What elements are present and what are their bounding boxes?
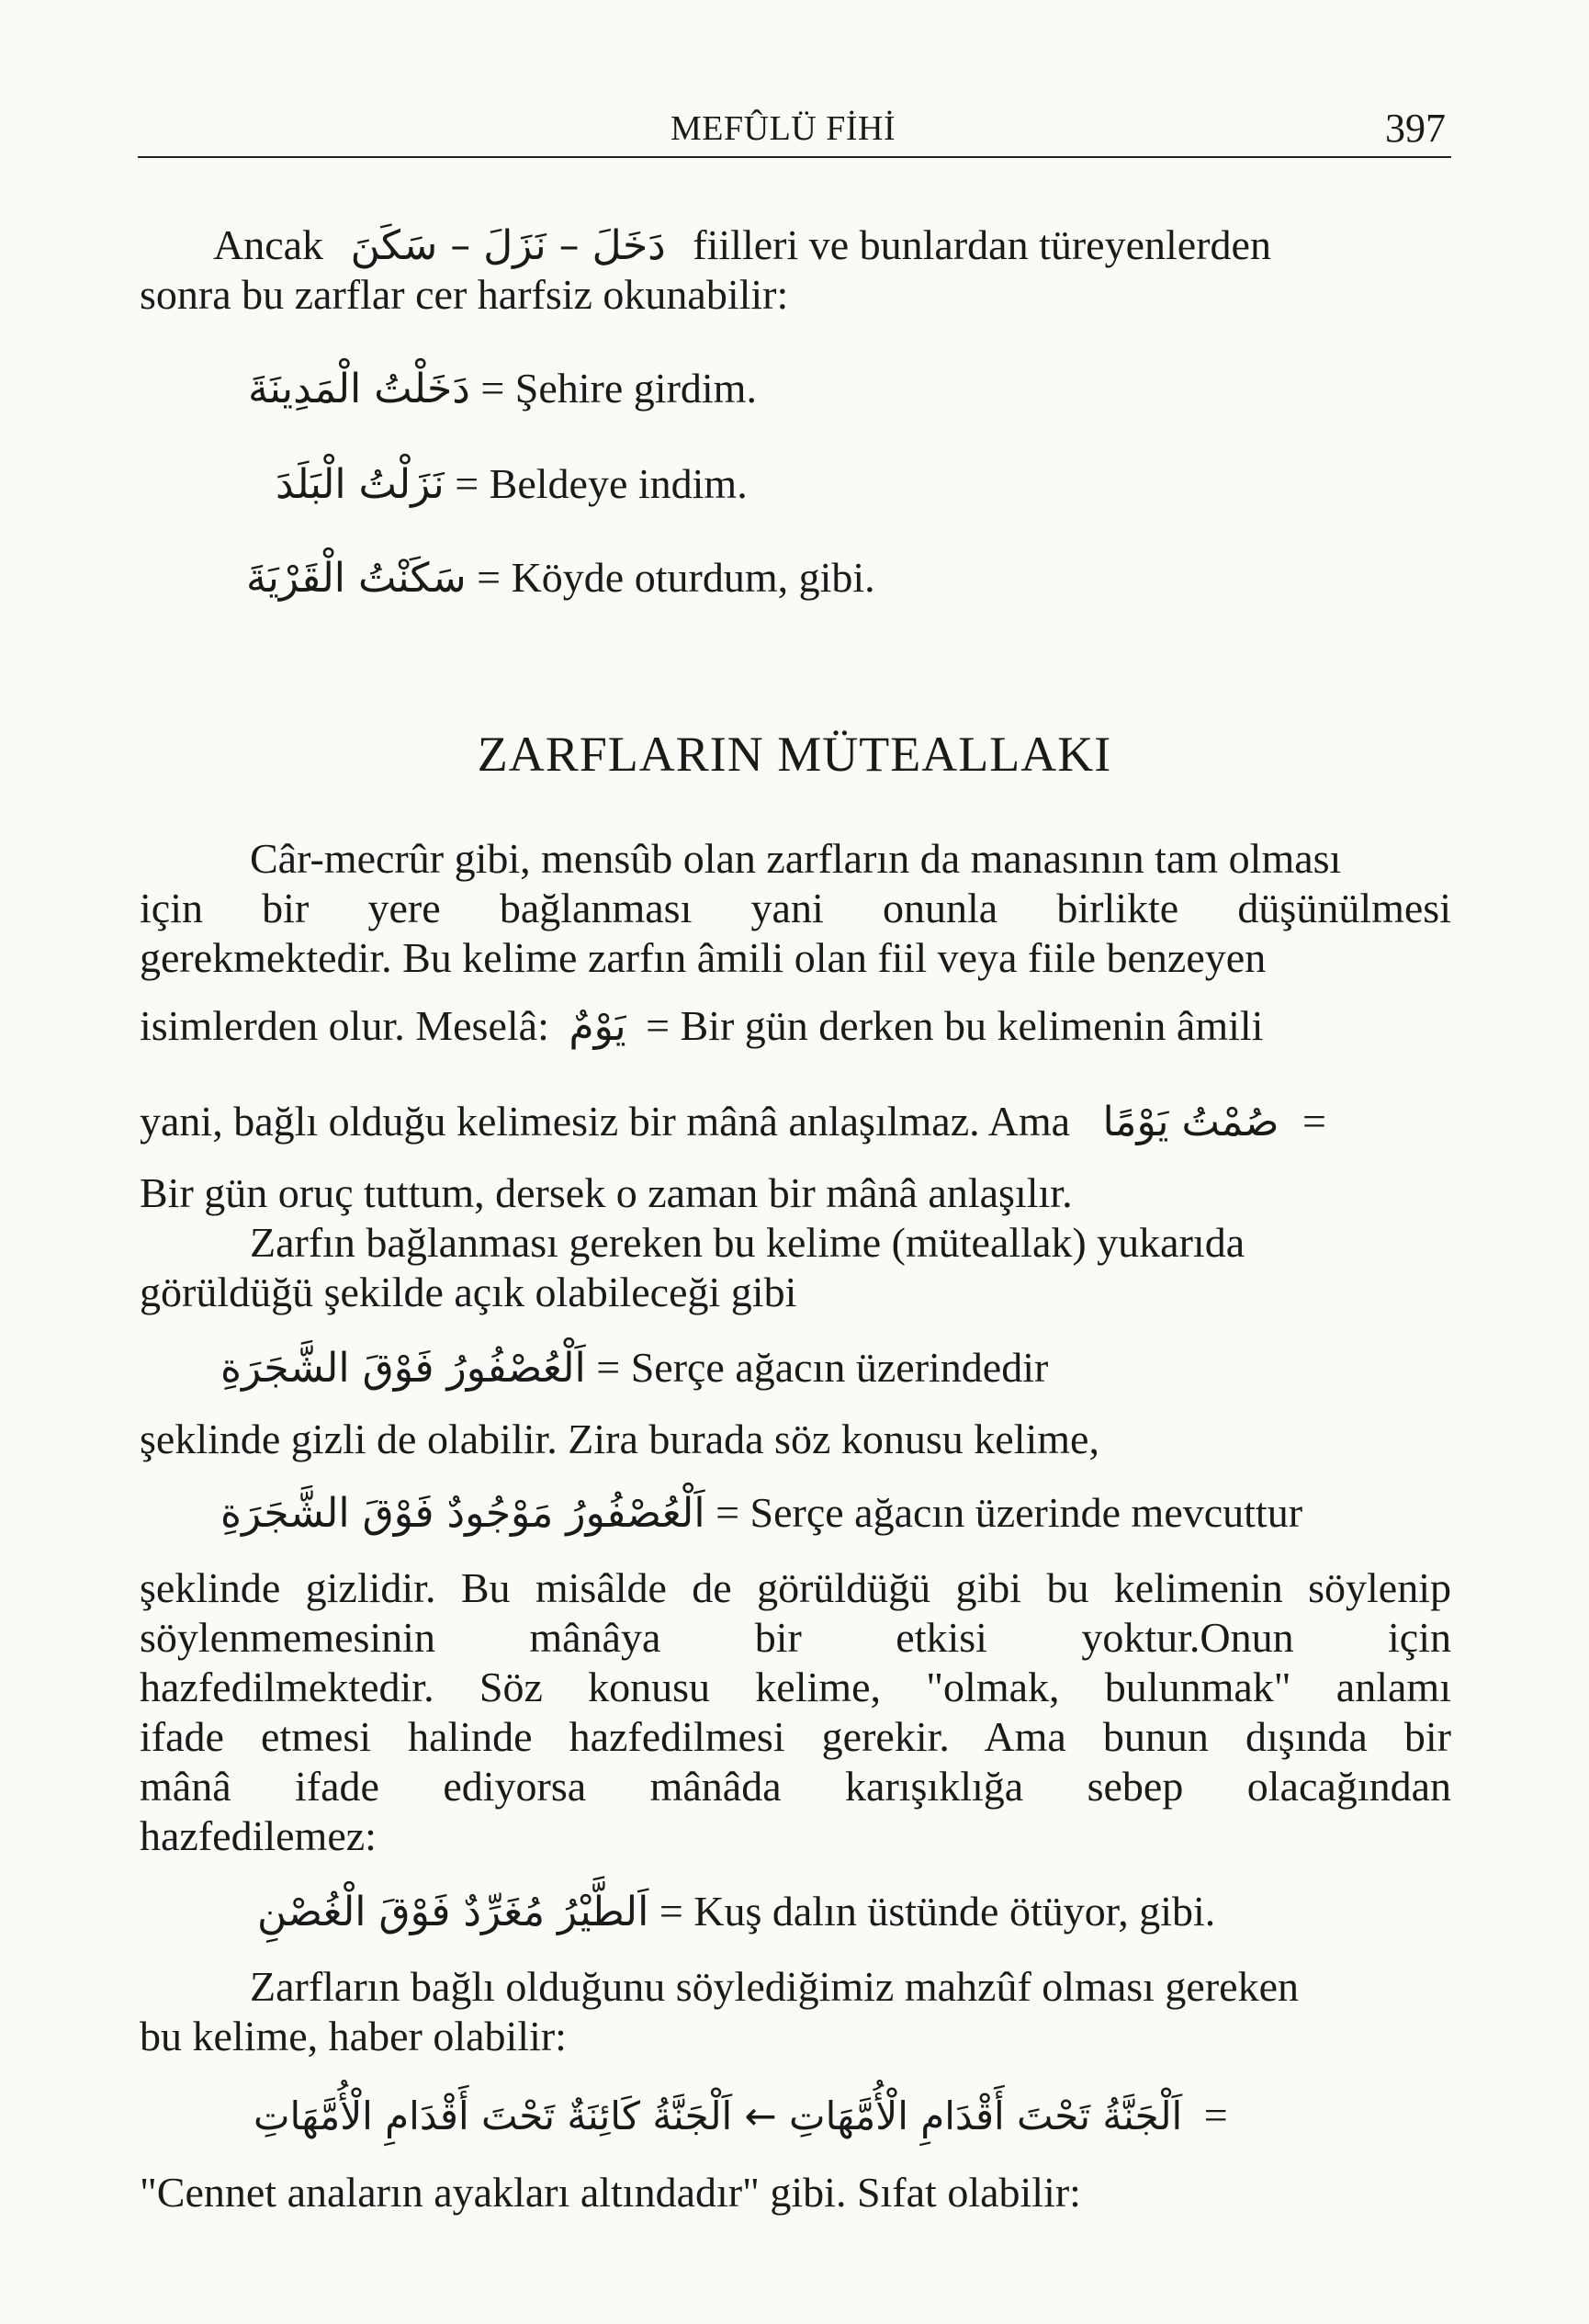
body-line: mânâ ifade ediyorsa mânâda karışıklığa sebep olacağından [140,1763,1451,1810]
body-text: yani, bağlı olduğu kelimesiz bir mânâ anlaşılmaz. Ama [140,1098,1071,1145]
example-row [220,1488,1302,1539]
body-text: isimlerden olur. Meselâ: [140,1002,549,1049]
example-row [248,364,757,414]
body-text: = Bir gün derken bu kelimenin âmili [646,1002,1264,1049]
body-line: şeklinde gizlidir. Bu misâlde de görüldüğü gibi bu kelimenin söylenip [140,1564,1451,1611]
running-title: MEFÛLÜ FİHİ [671,109,896,148]
example-row [254,2091,1228,2141]
example-translation: = Kuş dalın üstünde ötüyor, gibi. [659,1888,1216,1935]
body-line: için bir yere bağlanması yani onunla birlikte düşünülmesi [140,885,1451,931]
example-row [246,553,875,604]
body-line [140,1097,1326,1147]
body-line: ifade etmesi halinde hazfedilmesi gerekir. Ama bunun dışında bir [140,1713,1451,1760]
body-line: Câr-mecrûr gibi, mensûb olan zarfların da manasının tam olması [250,835,1342,882]
intro-line-1 [213,220,1271,271]
body-line: söylenmemesinin mânâya bir etkisi yoktur.Onun için [140,1614,1451,1661]
body-line: Zarfın bağlanması gereken bu kelime (müteallak) yukarıda [250,1219,1245,1266]
body-line [140,1001,1263,1052]
equals-sign: = [1203,2092,1228,2138]
body-line: Zarfların bağlı olduğunu söylediğimiz mahzûf olması gereken [250,1963,1300,2010]
example-translation: = Beldeye indim. [455,460,748,507]
example-arabic: سَكَنْتُ الْقَرْيَةَ [246,555,467,602]
body-line: gerekmektedir. Bu kelime zarfın âmili olan fiil veya fiile benzeyen [140,934,1267,981]
body-line: hazfedilemez: [140,1812,377,1859]
arabic-word: يَوْمٌ [569,1003,626,1050]
intro-verbs-arabic: دَخَلَ – نَزَلَ – سَكَنَ [350,222,666,269]
example-row [276,459,748,510]
body-line: şeklinde gizli de olabilir. Zira burada söz konusu kelime, [140,1416,1099,1462]
body-line: görüldüğü şekilde açık olabileceği gibi [140,1269,797,1315]
example-arabic: اَلْجَنَّةُ تَحْتَ أَقْدَامِ الْأُمَّهَاتِ ← اَلْجَنَّةُ كَائِنَةٌ تَحْتَ أَقْدَامِ الْأُمَّهَاتِ [254,2093,1183,2138]
body-line: "Cennet anaların ayakları altındadır" gibi. Sıfat olabilir: [140,2169,1081,2216]
example-translation: = Köyde oturdum, gibi. [477,554,875,601]
page-number: 397 [1385,106,1446,151]
section-heading: ZARFLARIN MÜTEALLAKI [477,727,1112,782]
intro-line-2: sonra bu zarflar cer harfsiz okunabilir: [140,271,789,318]
example-translation: = Serçe ağacın üzerindedir [596,1344,1049,1391]
page-header [138,101,1451,158]
example-arabic: نَزَلْتُ الْبَلَدَ [276,461,445,508]
example-translation: = Şehire girdim. [480,365,757,412]
example-row [257,1887,1215,1937]
intro-word-ancak: Ancak [213,221,324,268]
arabic-phrase: صُمْتُ يَوْمًا [1102,1099,1279,1145]
example-translation: = Serçe ağacın üzerinde mevcuttur [716,1489,1303,1536]
body-line: Bir gün oruç tuttum, dersek o zaman bir mânâ anlaşılır. [140,1169,1073,1216]
body-line: hazfedilmektedir. Söz konusu kelime, "olmak, bulunmak" anlamı [140,1664,1451,1710]
body-line: bu kelime, haber olabilir: [140,2013,567,2059]
example-arabic: اَلْعُصْفُورُ فَوْقَ الشَّجَرَةِ [220,1345,586,1392]
example-arabic: دَخَلْتُ الْمَدِينَةَ [248,366,470,412]
example-arabic: اَلطَّيْرُ مُغَرِّدٌ فَوْقَ الْغُصْنِ [257,1889,649,1935]
intro-line1-rest: fiilleri ve bunlardan türeyenlerden [693,221,1271,268]
body-text: = [1302,1098,1326,1145]
example-arabic: اَلْعُصْفُورُ مَوْجُودٌ فَوْقَ الشَّجَرَةِ [220,1490,705,1537]
example-row [220,1343,1048,1393]
